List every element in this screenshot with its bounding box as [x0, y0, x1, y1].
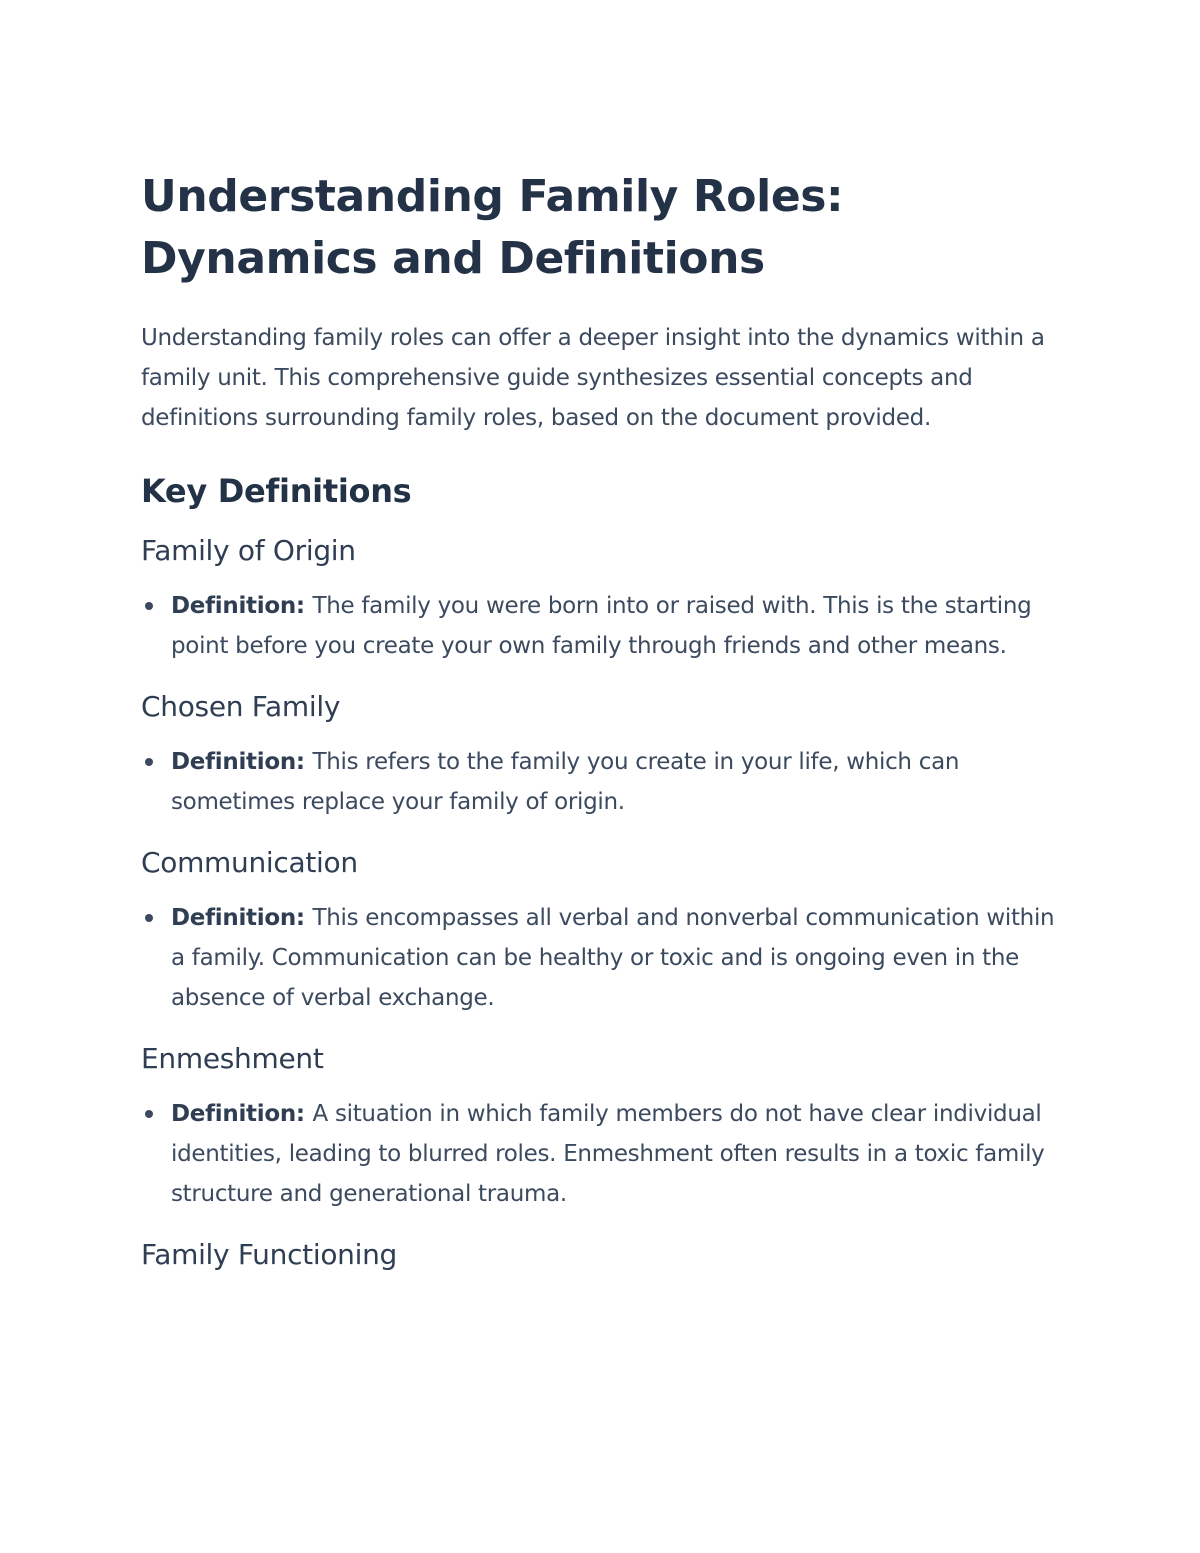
term-heading-enmeshment: Enmeshment [141, 1042, 324, 1075]
definition-item [171, 898, 1071, 1018]
term-heading-communication: Communication [141, 846, 358, 879]
definition-text: A situation in which family members do not have clear individual identities, leading to blurred roles. Enmeshment often results in a toxic family structure and generational trauma. [171, 1101, 1045, 1207]
definition-text: The family you were born into or raised with. This is the starting point before you create your own family through friends and other means. [171, 593, 1032, 659]
document-page [141, 166, 1071, 1276]
definition-item [171, 742, 1071, 822]
bullet-icon [145, 602, 153, 610]
definition-text: This refers to the family you create in your life, which can sometimes replace your family of origin. [171, 749, 960, 815]
definition-label: Definition: [171, 749, 313, 775]
definition-list [141, 1094, 1071, 1214]
definition-label: Definition: [171, 1101, 313, 1127]
definition-item [171, 586, 1071, 666]
term-heading-family-functioning: Family Functioning [141, 1238, 397, 1271]
definition-list [141, 898, 1071, 1018]
term-heading-chosen-family: Chosen Family [141, 690, 341, 723]
term-heading-family-of-origin: Family of Origin [141, 534, 356, 567]
bullet-icon [145, 758, 153, 766]
definition-label: Definition: [171, 905, 313, 931]
bullet-icon [145, 914, 153, 922]
section-heading-key-definitions: Key Definitions [141, 472, 412, 510]
definition-label: Definition: [171, 593, 313, 619]
bullet-icon [145, 1110, 153, 1118]
definition-text: This encompasses all verbal and nonverbal communication within a family. Communication can be healthy or toxic and is ongoing even in the absence of verbal exchange. [171, 905, 1055, 1011]
intro-paragraph: Understanding family roles can offer a deeper insight into the dynamics within a family unit. This comprehensive guide synthesizes essential concepts and definitions surrounding family roles, based on the document provided. [141, 325, 1045, 431]
definition-list [141, 742, 1071, 822]
definition-list [141, 586, 1071, 666]
definition-item [171, 1094, 1071, 1214]
document-title: Understanding Family Roles: Dynamics and Definitions [141, 171, 844, 284]
